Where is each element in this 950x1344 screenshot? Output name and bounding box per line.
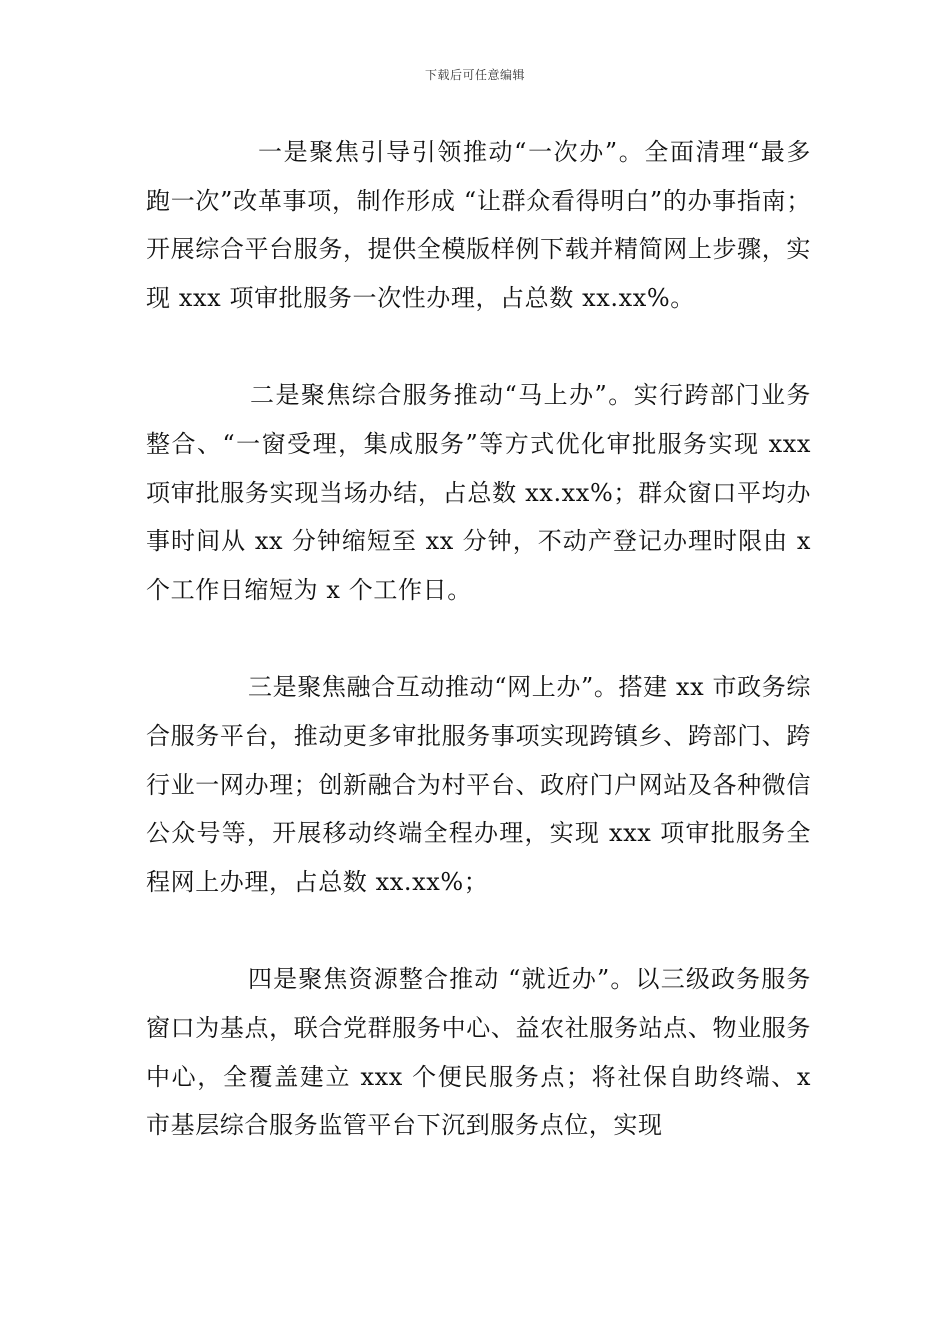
paragraph-wangshang-ban: 三是聚焦融合互动推动“网上办”。搭建 xx 市政务综合服务平台，推动更多审批服务事项实现跨镇乡、跨部门、跨行业一网办理；创新融合为村平台、政府门户网站及各种微信公众号等，开展移动终端全程办理，实现 xxx 项审批服务全程网上办理，占总数 xx.xx%； xyxy=(146,673,811,896)
download-note: 下载后可任意编辑 xyxy=(424,68,525,82)
paragraph-yici-ban: 一是聚焦引导引领推动“一次办”。全面清理“最多跑一次”改革事项，制作形成 “让群众看得明白”的办事指南；开展综合平台服务，提供全模版样例下载并精简网上步骤，实现 xxx 项审批服务一次性办理，占总数 xx.xx%。 xyxy=(146,138,811,312)
paragraph-mashang-ban: 二是聚焦综合服务推动“马上办”。实行跨部门业务整合、“一窗受理，集成服务”等方式优化审批服务实现 xxx 项审批服务实现当场办结，占总数 xx.xx%；群众窗口平均办事时间从 xx 分钟缩短至 xx 分钟，不动产登记办理时限由 x 个工作日缩短为 x 个工作日。 xyxy=(146,381,811,604)
document-body xyxy=(146,128,811,1150)
paragraph-jiujin-ban: 四是聚焦资源整合推动 “就近办”。以三级政务服务窗口为基点，联合党群服务中心、益农社服务站点、物业服务中心，全覆盖建立 xxx 个便民服务点；将社保自助终端、x 市基层综合服务监管平台下沉到服务点位，实现 xyxy=(146,965,811,1140)
